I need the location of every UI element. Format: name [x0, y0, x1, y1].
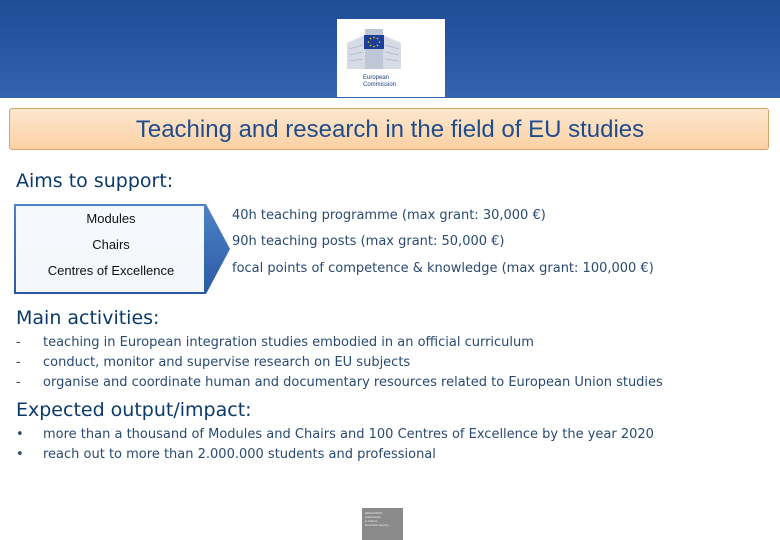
aims-label-centres: Centres of Excellence — [47, 263, 175, 278]
activity-text: organise and coordinate human and documentary resources related to European Union studies — [43, 375, 663, 390]
aims-desc-centres: focal points of competence & knowledge (max grant: 100,000 €) — [232, 261, 654, 276]
list-item — [16, 335, 534, 350]
output-text: reach out to more than 2.000.000 students and professional — [43, 447, 436, 462]
eacea-logo — [362, 508, 403, 540]
title-bar — [9, 108, 769, 150]
aims-label-modules: Modules — [86, 211, 136, 226]
commission-building-icon — [345, 25, 403, 71]
aims-desc-chairs: 90h teaching posts (max grant: 50,000 €) — [232, 234, 505, 249]
logo-text: European Commission — [363, 75, 397, 88]
aims-desc-modules: 40h teaching programme (max grant: 30,000 €) — [232, 208, 546, 223]
slide-title: Teaching and research in the field of EU studies — [135, 116, 645, 143]
dash-marker: - — [16, 355, 21, 370]
dash-marker: - — [16, 335, 21, 350]
european-commission-logo — [337, 19, 445, 97]
list-item — [16, 427, 654, 442]
activity-text: teaching in European integration studies embodied in an official curriculum — [43, 335, 534, 350]
list-item — [16, 355, 410, 370]
bullet-marker: • — [16, 427, 24, 442]
activities-heading: Main activities: — [16, 307, 160, 329]
activity-text: conduct, monitor and supervise research on EU subjects — [43, 355, 411, 370]
aims-heading: Aims to support: — [16, 170, 174, 192]
header-band — [0, 0, 780, 98]
output-heading: Expected output/impact: — [16, 399, 252, 421]
footer-logo-text: EDUCATION Audiovisual & Culture Executive Agency — [365, 511, 389, 527]
bullet-marker: • — [16, 447, 24, 462]
list-item — [16, 375, 663, 390]
dash-marker: - — [16, 375, 21, 390]
aims-label-chairs: Chairs — [92, 237, 130, 252]
output-text: more than a thousand of Modules and Chairs and 100 Centres of Excellence by the year 2020 — [43, 427, 654, 442]
list-item — [16, 447, 436, 462]
